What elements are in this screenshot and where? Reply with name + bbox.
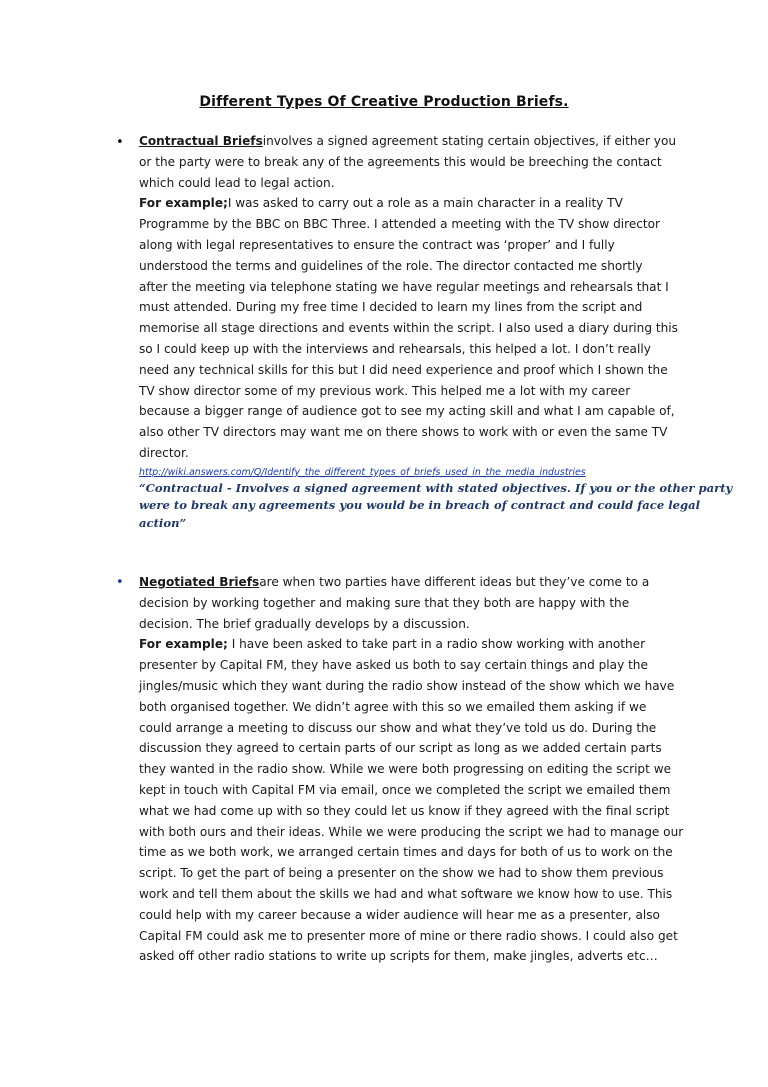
quote-line: “Contractual - Involves a signed agreement with stated objectives. If you or the other party <box>139 480 733 495</box>
paragraph-line: also other TV directors may want me on there shows to work with or even the same TV <box>139 425 668 440</box>
section-negotiated-briefs <box>139 572 699 967</box>
paragraph-line: work and tell them about the skills we had and what software we know how to use. This <box>139 886 673 901</box>
paragraph-line: or the party were to break any of the agreements this would be breeching the contact <box>139 154 662 169</box>
paragraph-line: Capital FM could ask me to presenter more of mine or there radio shows. I could also get <box>139 928 678 943</box>
paragraph-line: Contractual Briefsinvolves a signed agreement stating certain objectives, if either you <box>139 134 677 148</box>
paragraph-line: so I could keep up with the interviews and rehearsals, this helped a lot. I don’t really <box>139 341 651 356</box>
paragraph-line: kept in touch with Capital FM via email, once we completed the script we emailed them <box>139 782 671 797</box>
quote-line: were to break any agreements you would be in breach of contract and could face legal <box>139 498 701 513</box>
paragraph-line: they wanted in the radio show. While we were both progressing on editing the script we <box>139 762 672 777</box>
section-contractual-briefs <box>139 131 733 532</box>
paragraph-line: memorise all stage directions and events within the script. I also used a diary during this <box>139 321 678 336</box>
paragraph-line: decision. The brief gradually develops by a discussion. <box>139 616 470 631</box>
paragraph-line: both organised together. We didn’t agree with this so we emailed them asking if we <box>139 699 647 714</box>
paragraph-line: which could lead to legal action. <box>139 175 335 190</box>
paragraph-line: understood the terms and guidelines of the role. The director contacted me shortly <box>139 258 643 273</box>
paragraph-line: discussion they agreed to certain parts of our script as long as we added certain parts <box>139 741 662 756</box>
paragraph-line: because a bigger range of audience got to see my acting skill and what I am capable of, <box>139 404 675 419</box>
paragraph-line: Negotiated Briefsare when two parties have different ideas but they’ve come to a <box>139 575 650 589</box>
paragraph-line: time as we both work, we arranged certain times and days for both of us to work on the <box>139 845 673 860</box>
paragraph-line: TV show director some of my previous work. This helped me a lot with my career <box>139 383 631 398</box>
term-negotiated-briefs: Negotiated Briefs <box>139 575 260 589</box>
paragraph-line: jingles/music which they want during the radio show instead of the show which we have <box>139 678 675 693</box>
paragraph-line: For example;I was asked to carry out a role as a main character in a reality TV <box>139 196 623 211</box>
paragraph-line: with both ours and their ideas. While we were producing the script we had to manage our <box>139 824 684 839</box>
paragraph-line: after the meeting via telephone stating we have regular meetings and rehearsals that I <box>139 279 669 294</box>
paragraph-line: asked off other radio stations to write up scripts for them, make jingles, adverts etc… <box>139 949 658 964</box>
document-title: Different Types Of Creative Production Briefs. <box>199 94 569 110</box>
paragraph-line: could arrange a meeting to discuss our show and what they’ve told us do. During the <box>139 720 657 735</box>
quote-line: action” <box>139 515 187 530</box>
paragraph-line: For example; I have been asked to take part in a radio show working with another <box>139 637 646 652</box>
paragraph-line: what we had come up with so they could let us know if they agreed with the final script <box>139 803 670 818</box>
source-link[interactable]: http://wiki.answers.com/Q/Identify_the_different_types_of_briefs_used_in_the_media_industries <box>139 466 586 478</box>
paragraph-line: need any technical skills for this but I did need experience and proof which I shown the <box>139 362 668 377</box>
paragraph-line: must attended. During my free time I decided to learn my lines from the script and <box>139 300 643 315</box>
for-example-label: For example; <box>139 196 228 211</box>
paragraph-line: presenter by Capital FM, they have asked us both to say certain things and play the <box>139 658 648 673</box>
paragraph-line: decision by working together and making sure that they both are happy with the <box>139 595 630 610</box>
for-example-label: For example; <box>139 637 228 652</box>
bullet-contractual: • <box>116 135 124 150</box>
bullet-negotiated: • <box>116 575 124 590</box>
term-contractual-briefs: Contractual Briefs <box>139 134 263 148</box>
paragraph-line: could help with my career because a wider audience will hear me as a presenter, also <box>139 907 660 922</box>
paragraph-line: director. <box>139 445 189 460</box>
paragraph-line: along with legal representatives to ensure the contract was ‘proper’ and I fully <box>139 237 615 252</box>
paragraph-line: script. To get the part of being a presenter on the show we had to show them previous <box>139 866 664 881</box>
paragraph-line: Programme by the BBC on BBC Three. I attended a meeting with the TV show director <box>139 217 661 232</box>
